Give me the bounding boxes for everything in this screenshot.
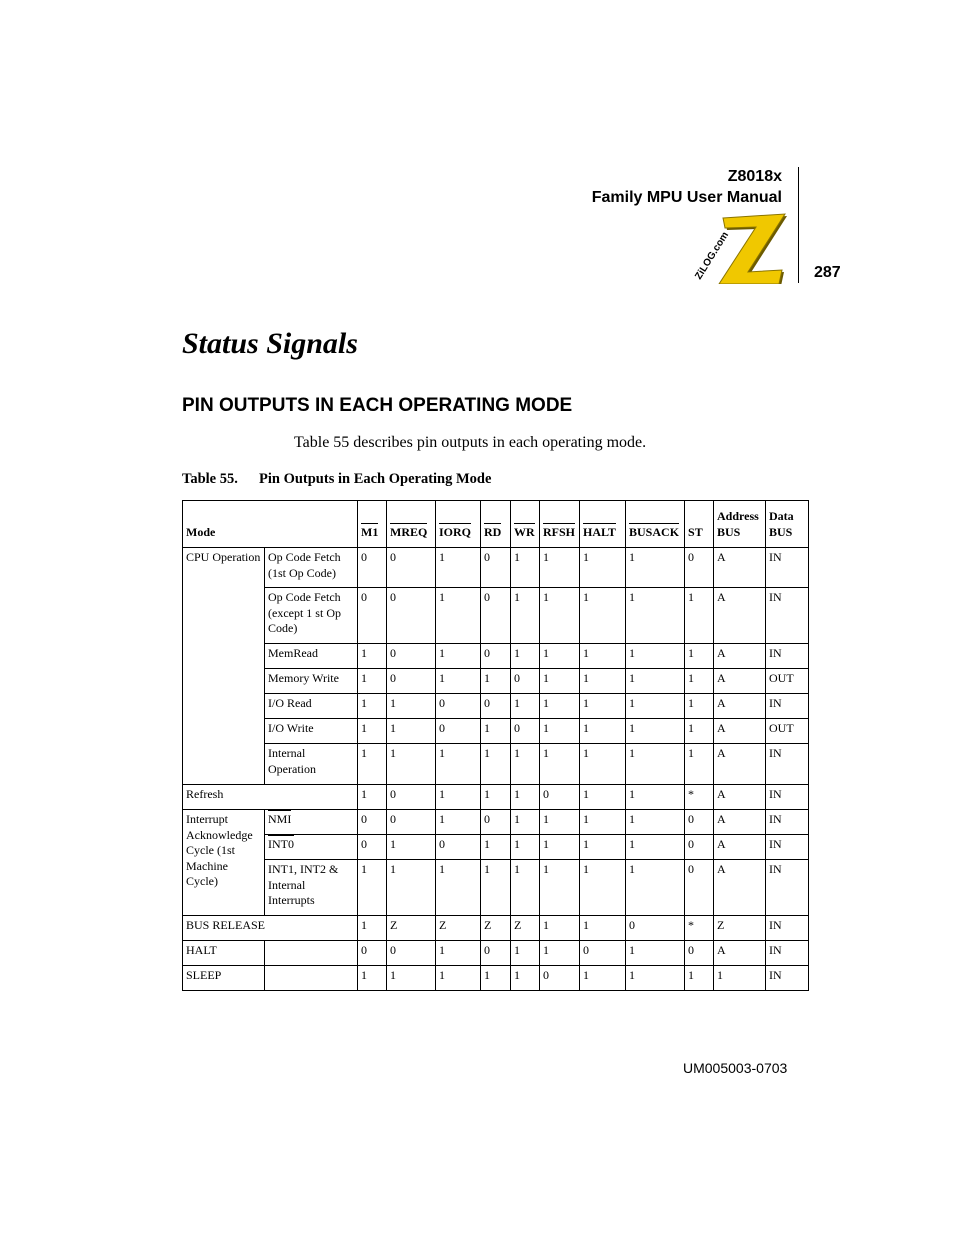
cell: 0 xyxy=(540,785,580,810)
cell: OUT xyxy=(766,719,809,744)
subsection-title: PIN OUTPUTS IN EACH OPERATING MODE xyxy=(182,395,573,416)
header-mreq-label: MREQ xyxy=(390,524,428,539)
zilog-logo xyxy=(686,208,788,284)
cell: IN xyxy=(766,785,809,810)
row-label xyxy=(265,810,358,835)
cell: IN xyxy=(766,694,809,719)
cell: Z xyxy=(714,916,766,941)
cell: 0 xyxy=(358,548,387,588)
cell: 1 xyxy=(436,744,481,785)
header-rd xyxy=(481,501,511,548)
cell: 1 xyxy=(436,966,481,991)
header-m1 xyxy=(358,501,387,548)
cell: 0 xyxy=(685,548,714,588)
cell: 1 xyxy=(580,860,626,916)
table-row xyxy=(183,860,809,916)
table-row xyxy=(183,694,809,719)
cell: A xyxy=(714,588,766,644)
cell: 1 xyxy=(540,860,580,916)
table-row xyxy=(183,644,809,669)
cell: A xyxy=(714,694,766,719)
cell: 1 xyxy=(580,644,626,669)
row-label: I/O Write xyxy=(265,719,358,744)
cell: 1 xyxy=(511,744,540,785)
cell: 0 xyxy=(481,588,511,644)
cell: 0 xyxy=(481,548,511,588)
cell: Z xyxy=(511,916,540,941)
cell: 1 xyxy=(580,835,626,860)
cell: 1 xyxy=(685,966,714,991)
page-number: 287 xyxy=(814,264,841,281)
header-m1-label: M1 xyxy=(361,524,379,539)
cell: IN xyxy=(766,588,809,644)
cell: 0 xyxy=(540,966,580,991)
cell: 1 xyxy=(540,669,580,694)
cell: Z xyxy=(481,916,511,941)
cell: IN xyxy=(766,941,809,966)
cell: 1 xyxy=(626,669,685,694)
cell: 1 xyxy=(540,694,580,719)
cell: 1 xyxy=(580,810,626,835)
row-label: Internal Operation xyxy=(265,744,358,785)
cell: A xyxy=(714,644,766,669)
mode-cpu-operation: CPU Operation xyxy=(183,548,265,785)
row-label xyxy=(265,835,358,860)
cell: 0 xyxy=(481,941,511,966)
running-header xyxy=(592,166,782,208)
cell: * xyxy=(685,916,714,941)
table-row xyxy=(183,835,809,860)
cell: 1 xyxy=(714,966,766,991)
header-st: ST xyxy=(685,501,714,548)
cell: 1 xyxy=(511,835,540,860)
row-label-empty xyxy=(265,966,358,991)
cell: 1 xyxy=(358,694,387,719)
cell: 1 xyxy=(481,835,511,860)
cell: Z xyxy=(436,916,481,941)
cell: OUT xyxy=(766,669,809,694)
cell: 1 xyxy=(685,719,714,744)
cell: 1 xyxy=(626,941,685,966)
section-title: Status Signals xyxy=(182,327,358,360)
cell: 1 xyxy=(481,966,511,991)
cell: 0 xyxy=(436,719,481,744)
table-row xyxy=(183,719,809,744)
header-data-bus: Data BUS xyxy=(766,501,809,548)
pin-outputs-table xyxy=(182,500,809,991)
row-label: I/O Read xyxy=(265,694,358,719)
row-label: MemRead xyxy=(265,644,358,669)
cell: 1 xyxy=(626,548,685,588)
cell: A xyxy=(714,719,766,744)
cell: A xyxy=(714,835,766,860)
cell: 0 xyxy=(387,644,436,669)
cell: 1 xyxy=(626,966,685,991)
cell: A xyxy=(714,941,766,966)
cell: IN xyxy=(766,644,809,669)
cell: 0 xyxy=(481,810,511,835)
cell: IN xyxy=(766,810,809,835)
header-wr-label: WR xyxy=(514,524,535,539)
row-label: Memory Write xyxy=(265,669,358,694)
cell: 1 xyxy=(540,941,580,966)
cell: 0 xyxy=(481,644,511,669)
header-iorq-label: IORQ xyxy=(439,524,472,539)
table-row xyxy=(183,548,809,588)
row-label: Op Code Fetch (1st Op Code) xyxy=(265,548,358,588)
header-busack-label: BUSACK xyxy=(629,524,680,539)
cell: 1 xyxy=(540,810,580,835)
table-row xyxy=(183,916,809,941)
cell: 0 xyxy=(358,810,387,835)
cell: 1 xyxy=(436,941,481,966)
cell: 1 xyxy=(387,860,436,916)
cell: 1 xyxy=(580,719,626,744)
header-mode: Mode xyxy=(183,501,358,548)
product-name: Z8018x xyxy=(727,168,782,185)
row-label: INT1, INT2 & Internal Interrupts xyxy=(265,860,358,916)
cell: 1 xyxy=(580,785,626,810)
cell: 1 xyxy=(481,669,511,694)
cell: 1 xyxy=(511,860,540,916)
document-number: UM005003-0703 xyxy=(683,1060,788,1076)
zilog-logo-z xyxy=(719,214,785,284)
mode-bus-release: BUS RELEASE xyxy=(183,916,358,941)
cell: 1 xyxy=(511,694,540,719)
cell: 1 xyxy=(481,860,511,916)
cell: 1 xyxy=(580,966,626,991)
cell: 1 xyxy=(436,588,481,644)
cell: A xyxy=(714,810,766,835)
cell: 0 xyxy=(511,669,540,694)
table-caption xyxy=(182,471,491,488)
cell: 1 xyxy=(387,719,436,744)
cell: 1 xyxy=(436,810,481,835)
cell: 1 xyxy=(511,588,540,644)
cell: 0 xyxy=(387,810,436,835)
cell: 0 xyxy=(387,785,436,810)
table-row xyxy=(183,966,809,991)
cell: 1 xyxy=(580,548,626,588)
cell: 1 xyxy=(626,644,685,669)
header-address-bus: Address BUS xyxy=(714,501,766,548)
mode-refresh: Refresh xyxy=(183,785,358,810)
cell: 0 xyxy=(436,694,481,719)
cell: 0 xyxy=(358,588,387,644)
cell: 1 xyxy=(387,966,436,991)
header-halt xyxy=(580,501,626,548)
cell: IN xyxy=(766,916,809,941)
cell: IN xyxy=(766,744,809,785)
header-halt-label: HALT xyxy=(583,524,616,539)
header-wr xyxy=(511,501,540,548)
cell: 1 xyxy=(358,644,387,669)
cell: 1 xyxy=(358,785,387,810)
cell: 1 xyxy=(481,785,511,810)
cell: 1 xyxy=(436,548,481,588)
cell: A xyxy=(714,744,766,785)
cell: 1 xyxy=(511,548,540,588)
cell: 1 xyxy=(685,644,714,669)
cell: 1 xyxy=(358,916,387,941)
cell: A xyxy=(714,669,766,694)
header-rfsh xyxy=(540,501,580,548)
cell: 1 xyxy=(511,644,540,669)
cell: 1 xyxy=(626,860,685,916)
cell: 1 xyxy=(358,860,387,916)
cell: 1 xyxy=(358,669,387,694)
cell: 1 xyxy=(387,835,436,860)
cell: 1 xyxy=(387,694,436,719)
cell: 1 xyxy=(685,694,714,719)
cell: 0 xyxy=(358,941,387,966)
cell: 0 xyxy=(580,941,626,966)
cell: 0 xyxy=(685,810,714,835)
cell: 1 xyxy=(436,785,481,810)
cell: 1 xyxy=(540,588,580,644)
cell: 1 xyxy=(481,719,511,744)
mode-interrupt-acknowledge: Interrupt Acknowledge Cycle (1st Machine Cycle) xyxy=(183,810,265,916)
cell: 1 xyxy=(540,548,580,588)
cell: * xyxy=(685,785,714,810)
table-row xyxy=(183,941,809,966)
row-label-nmi: NMI xyxy=(268,812,292,826)
cell: 1 xyxy=(580,744,626,785)
header-iorq xyxy=(436,501,481,548)
cell: 1 xyxy=(511,785,540,810)
cell: 0 xyxy=(511,719,540,744)
cell: IN xyxy=(766,548,809,588)
header-rfsh-label: RFSH xyxy=(543,524,576,539)
cell: 1 xyxy=(580,669,626,694)
cell: 0 xyxy=(387,941,436,966)
intro-paragraph: Table 55 describes pin outputs in each operating mode. xyxy=(294,434,647,451)
header-divider xyxy=(798,167,799,283)
cell: IN xyxy=(766,966,809,991)
cell: 0 xyxy=(387,548,436,588)
mode-sleep: SLEEP xyxy=(183,966,265,991)
cell: 1 xyxy=(358,744,387,785)
row-label-empty xyxy=(265,941,358,966)
cell: 1 xyxy=(685,744,714,785)
cell: Z xyxy=(387,916,436,941)
cell: 1 xyxy=(626,719,685,744)
cell: 1 xyxy=(580,916,626,941)
table-row xyxy=(183,588,809,644)
table-caption-title: Pin Outputs in Each Operating Mode xyxy=(259,471,492,487)
cell: 0 xyxy=(685,941,714,966)
cell: 1 xyxy=(511,810,540,835)
cell: 1 xyxy=(540,719,580,744)
cell: 0 xyxy=(685,835,714,860)
header-mreq xyxy=(387,501,436,548)
cell: IN xyxy=(766,835,809,860)
cell: A xyxy=(714,860,766,916)
cell: A xyxy=(714,548,766,588)
cell: 0 xyxy=(387,588,436,644)
cell: 1 xyxy=(540,916,580,941)
cell: 1 xyxy=(540,744,580,785)
cell: 1 xyxy=(626,694,685,719)
cell: 1 xyxy=(540,835,580,860)
cell: 0 xyxy=(626,916,685,941)
header-rd-label: RD xyxy=(484,524,502,539)
cell: 1 xyxy=(685,588,714,644)
cell: 1 xyxy=(436,669,481,694)
cell: 0 xyxy=(358,835,387,860)
cell: 0 xyxy=(436,835,481,860)
cell: 1 xyxy=(626,588,685,644)
cell: 1 xyxy=(626,744,685,785)
table-row xyxy=(183,810,809,835)
row-label: Op Code Fetch (except 1 st Op Code) xyxy=(265,588,358,644)
cell: 1 xyxy=(358,966,387,991)
table-row xyxy=(183,669,809,694)
cell: A xyxy=(714,785,766,810)
cell: 1 xyxy=(580,588,626,644)
cell: 1 xyxy=(540,644,580,669)
cell: 0 xyxy=(685,860,714,916)
cell: IN xyxy=(766,860,809,916)
cell: 0 xyxy=(481,694,511,719)
cell: 1 xyxy=(626,785,685,810)
manual-title: Family MPU User Manual xyxy=(591,189,782,206)
mode-halt: HALT xyxy=(183,941,265,966)
row-label-int0: INT0 xyxy=(268,837,294,851)
cell: 1 xyxy=(685,669,714,694)
cell: 0 xyxy=(387,669,436,694)
cell: 1 xyxy=(436,644,481,669)
zilog-logo-text: ZiLOG.com xyxy=(693,230,732,282)
cell: 1 xyxy=(358,719,387,744)
cell: 1 xyxy=(481,744,511,785)
table-row xyxy=(183,785,809,810)
table-row xyxy=(183,744,809,785)
cell: 1 xyxy=(580,694,626,719)
cell: 1 xyxy=(511,966,540,991)
cell: 1 xyxy=(626,835,685,860)
table-header-row xyxy=(183,501,809,548)
cell: 1 xyxy=(626,810,685,835)
cell: 1 xyxy=(387,744,436,785)
cell: 1 xyxy=(511,941,540,966)
table-caption-number: Table 55. xyxy=(182,471,238,487)
cell: 1 xyxy=(436,860,481,916)
header-busack xyxy=(626,501,685,548)
